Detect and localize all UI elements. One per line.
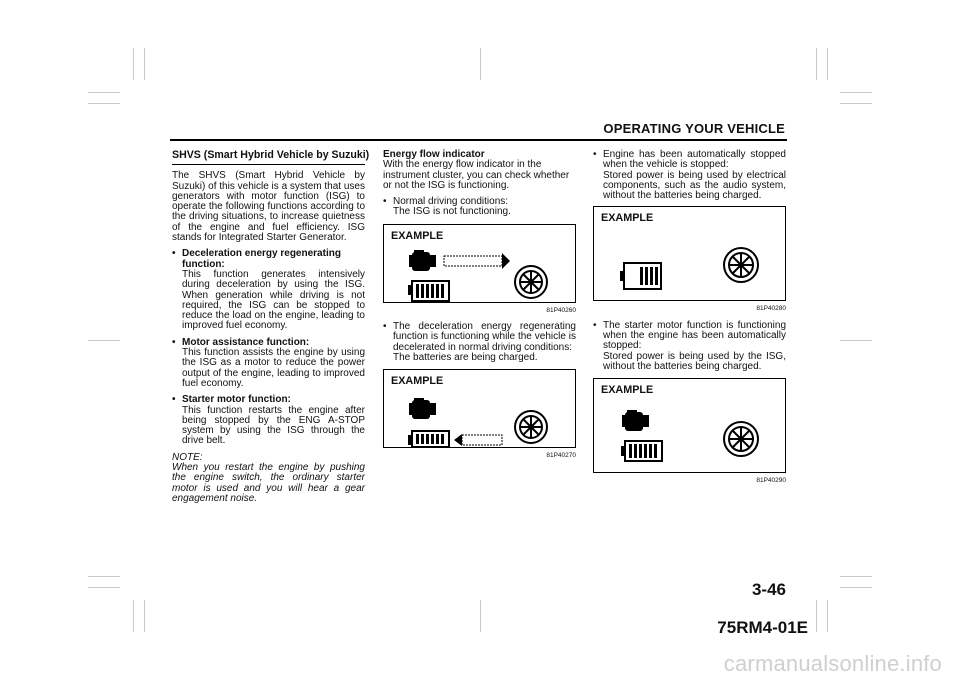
note-label: NOTE: xyxy=(172,451,203,463)
figure-code: 81P40280 xyxy=(756,305,786,313)
wheel-icon xyxy=(515,266,547,298)
subsection-title: Energy flow indicator xyxy=(383,149,485,160)
example-label: EXAMPLE xyxy=(601,212,654,225)
crop-mark xyxy=(88,103,120,104)
crop-mark xyxy=(827,600,828,632)
list-item-detail: Stored power is being used by the ISG, without the batteries being charged. xyxy=(603,350,786,372)
document-code: 75RM4-01E xyxy=(717,618,808,637)
battery-icon xyxy=(408,281,449,301)
column-energy-flow xyxy=(383,150,576,462)
crop-mark xyxy=(840,103,872,104)
intro-paragraph: The SHVS (Smart Hybrid Vehicle by Suzuki) of this vehicle is a system that uses generators with motor function (ISG) to operate the following functions according to the driving situations, to increase quietness of the engine and fuel efficiency. ISG stands for Integrated Starter Generator. xyxy=(172,170,365,244)
list-item-condition: Normal driving conditions: xyxy=(393,196,509,208)
crop-mark xyxy=(840,587,872,588)
wheel-icon xyxy=(724,422,758,456)
crop-mark xyxy=(840,576,872,577)
energy-flow-diagram xyxy=(384,370,577,449)
figure-code: 81P40290 xyxy=(756,477,786,485)
bullet-icon: • xyxy=(172,248,176,260)
battery-icon xyxy=(408,431,449,447)
figure-code: 81P40260 xyxy=(546,306,576,314)
arrow-right-icon xyxy=(444,253,510,269)
bullet-icon: • xyxy=(593,149,597,160)
energy-flow-diagram xyxy=(384,225,577,304)
engine-icon xyxy=(409,398,436,419)
example-figure xyxy=(383,369,576,448)
list-item-heading: Starter motor function: xyxy=(182,394,291,406)
note xyxy=(172,453,365,504)
crop-mark xyxy=(827,48,828,80)
list-item-condition: Engine has been automatically stopped when the vehicle is stopped: xyxy=(603,149,786,171)
example-label: EXAMPLE xyxy=(601,384,654,397)
crop-mark xyxy=(88,340,120,341)
engine-icon xyxy=(622,410,649,431)
list-item xyxy=(383,197,576,218)
arrow-left-icon xyxy=(454,434,502,446)
note-text: When you restart the engine by pushing the engine switch, the ordinary starter motor is used and you will hear a gear engagement noise. xyxy=(172,462,365,504)
bullet-icon: • xyxy=(593,319,597,331)
page-number: 3-46 xyxy=(751,580,786,599)
bullet-icon: • xyxy=(383,196,387,208)
crop-mark xyxy=(88,92,120,93)
example-label: EXAMPLE xyxy=(391,229,444,242)
list-item xyxy=(593,321,786,372)
energy-flow-diagram xyxy=(594,379,787,474)
crop-mark xyxy=(88,587,120,588)
bullet-icon: • xyxy=(172,394,176,406)
crop-mark xyxy=(144,600,145,632)
column-energy-flow-cont xyxy=(593,150,786,487)
list-item xyxy=(593,150,786,201)
example-figure xyxy=(593,378,786,473)
list-item xyxy=(172,249,365,331)
crop-mark xyxy=(133,48,134,80)
crop-mark xyxy=(816,600,817,632)
crop-mark xyxy=(480,600,481,632)
list-item-condition: The starter motor function is functioning when the engine has been automatically stopped: xyxy=(603,319,786,352)
list-item-heading: Motor assistance function: xyxy=(182,336,310,348)
list-item xyxy=(383,322,576,363)
list-item-condition: The deceleration energy regenerating function is functioning while the vehicle is decelerated in normal driving conditions: xyxy=(393,321,576,353)
energy-flow-diagram xyxy=(594,207,787,302)
battery-icon xyxy=(620,263,661,289)
list-item-detail: The ISG is not functioning. xyxy=(393,206,511,218)
column-shvs xyxy=(172,149,370,504)
watermark: carmanualsonline.info xyxy=(723,651,942,676)
crop-mark xyxy=(816,48,817,80)
list-item-text: This function generates intensively during deceleration by using the ISG. When generation while driving is not required, the ISG can be stopped to reduce the load on the engine, leading to improved fuel economy. xyxy=(182,268,365,332)
header-rule xyxy=(170,139,787,141)
example-label: EXAMPLE xyxy=(391,375,444,388)
list-item-text: This function assists the engine by using the ISG as a motor to reduce the power output of the engine, leading to improved fuel economy. xyxy=(182,347,365,389)
battery-icon xyxy=(621,441,662,461)
list-item-detail: Stored power is being used by electrical components, such as the audio system, without the batteries being charged. xyxy=(603,169,786,202)
list-item xyxy=(172,338,365,389)
crop-mark xyxy=(144,48,145,80)
example-figure xyxy=(383,224,576,303)
crop-mark xyxy=(133,600,134,632)
wheel-icon xyxy=(724,248,758,282)
crop-mark xyxy=(840,92,872,93)
crop-mark xyxy=(840,340,872,341)
list-item-text: This function restarts the engine after being stopped by the ENG A-STOP system by using the ISG through the drive belt. xyxy=(182,404,365,447)
bullet-icon: • xyxy=(383,321,387,333)
list-item-detail: The batteries are being charged. xyxy=(393,351,538,363)
figure-code: 81P40270 xyxy=(546,452,576,460)
section-title: SHVS (Smart Hybrid Vehicle by Suzuki) xyxy=(172,150,365,165)
crop-mark xyxy=(88,576,120,577)
list-item-heading: Deceleration energy regenerating function: xyxy=(182,248,341,270)
intro-paragraph: With the energy flow indicator in the instrument cluster, you can check whether or not the ISG is functioning. xyxy=(383,159,570,191)
running-header: OPERATING YOUR VEHICLE xyxy=(603,121,785,136)
list-item xyxy=(172,395,365,446)
bullet-icon: • xyxy=(172,336,176,348)
example-figure xyxy=(593,206,786,301)
crop-mark xyxy=(480,48,481,80)
engine-icon xyxy=(409,250,436,271)
wheel-icon xyxy=(515,411,547,443)
